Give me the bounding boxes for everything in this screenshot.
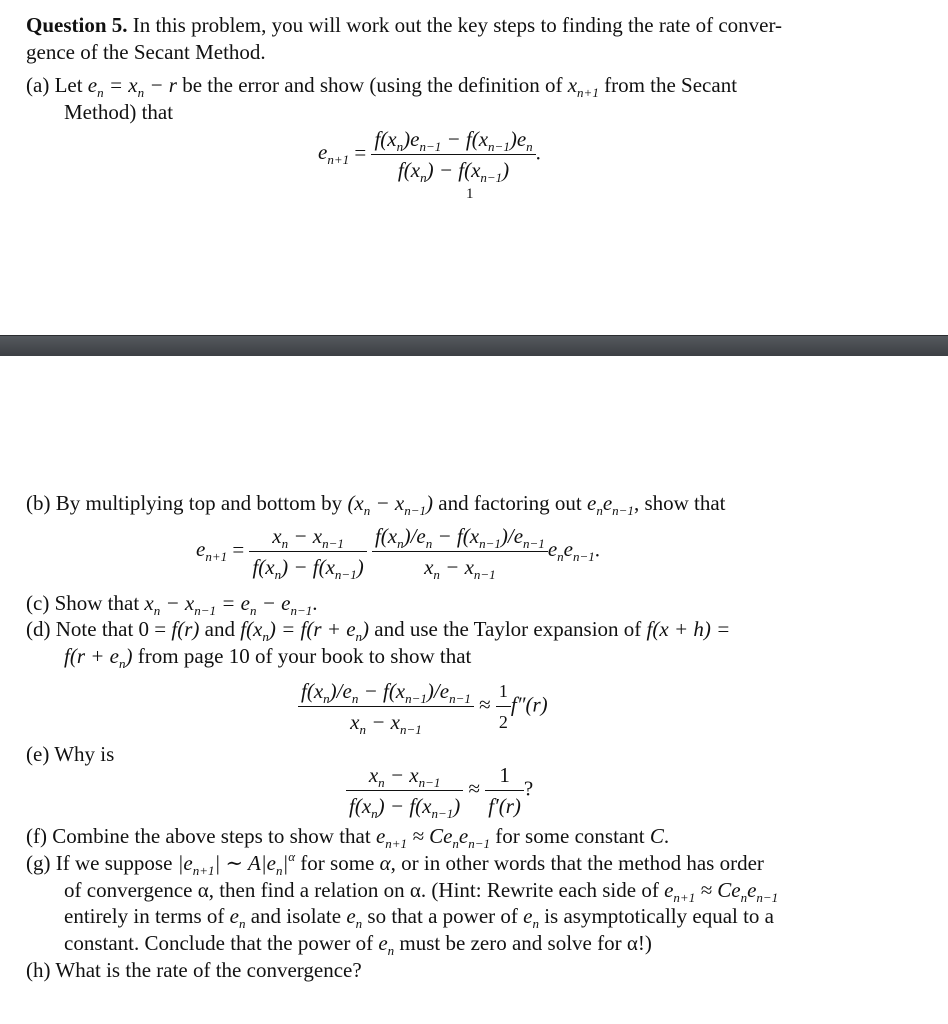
part-f-label: (f) <box>26 824 47 848</box>
question-intro-line-1 <box>26 12 782 38</box>
equation-e: $\frac{x_n - x_{n-1}}{f(x_n) - f(x_{n-1})}$ ≈ $\frac{1}{f'(r)}$ ? <box>346 762 533 819</box>
part-a-line-2: Method) that <box>64 100 174 124</box>
part-c-label: (c) <box>26 591 50 615</box>
part-g-line-4: constant. Conclude that the power of $e_n$ must be zero and solve for α!) <box>64 931 652 958</box>
part-h-line-1: (h) What is the rate of the convergence? <box>26 958 362 982</box>
question-intro-line-2: gence of the Secant Method. <box>26 40 266 64</box>
equation-d: $\frac{f(x_n)/e_n - f(x_{n-1})/e_{n-1}}{x_n - x_{n-1}}$ ≈ $\frac{1}{2}$ f″(r) <box>298 678 548 735</box>
page-number: 1 <box>466 186 474 202</box>
part-b-label: (b) <box>26 491 51 515</box>
part-d-line-2: $f(r + e_n)$ from page 10 of your book to show that <box>64 644 472 671</box>
part-e-label: (e) <box>26 742 50 766</box>
page-divider <box>0 335 948 356</box>
part-d-label: (d) <box>26 617 51 641</box>
part-d-line-1: (d) Note that 0 = f(r) and $f(x_n) = f(r + e_n)$ and use the Taylor expansion of f(x + h) = <box>26 617 731 644</box>
part-a-line-1: (a) Let $e_n = x_n - r$ be the error and show (using the definition of $x_{n+1}$ from the Secant <box>26 73 738 100</box>
question-intro-text: In this problem, you will work out the key steps to finding the rate of conver- <box>132 13 783 37</box>
part-g-label: (g) <box>26 851 51 875</box>
part-h-label: (h) <box>26 958 51 982</box>
part-f-line-1: (f) Combine the above steps to show that $e_{n+1} \approx Ce_ne_{n-1}$ for some constant C. <box>26 824 670 851</box>
part-a-label: (a) <box>26 73 50 97</box>
equation-b: $e_{n+1}$ = $\frac{x_n - x_{n-1}}{f(x_n) - f(x_{n-1})}$ $\frac{f(x_n)/e_n - f(x_{n-1})/e_{n-1}}{x_n - x_{n-1}}$ $e_ne_{n-1}$. <box>196 524 600 582</box>
error-definition: $e_n = x_n - r$ <box>87 73 177 100</box>
part-e-line-1: (e) Why is <box>26 742 115 766</box>
question-title: Question 5. <box>26 13 128 37</box>
equation-a: $e_{n+1}$ = $\frac{f(x_n)e_{n-1} - f(x_{n-1})e_n}{f(x_n) - f(x_{n-1})}$ . <box>318 127 541 185</box>
part-g-line-3: entirely in terms of $e_n$ and isolate $e_n$ so that a power of $e_n$ is asymptotically equal to a <box>64 904 774 931</box>
part-g-line-2: of convergence α, then find a relation on α. (Hint: Rewrite each side of $e_{n+1} \approx Ce_ne_{n-1}$ <box>64 878 779 905</box>
part-g-line-1: (g) If we suppose $|e_{n+1}|$ ∼ $A|e_n|^\alpha$ for some α, or in other words that the method has order <box>26 849 764 878</box>
part-b-line-1: (b) By multiplying top and bottom by $(x_n - x_{n-1})$ and factoring out $e_ne_{n-1}$, show that <box>26 491 726 518</box>
part-c-line-1: (c) Show that $x_n - x_{n-1} = e_n - e_{n-1}$. <box>26 591 318 618</box>
